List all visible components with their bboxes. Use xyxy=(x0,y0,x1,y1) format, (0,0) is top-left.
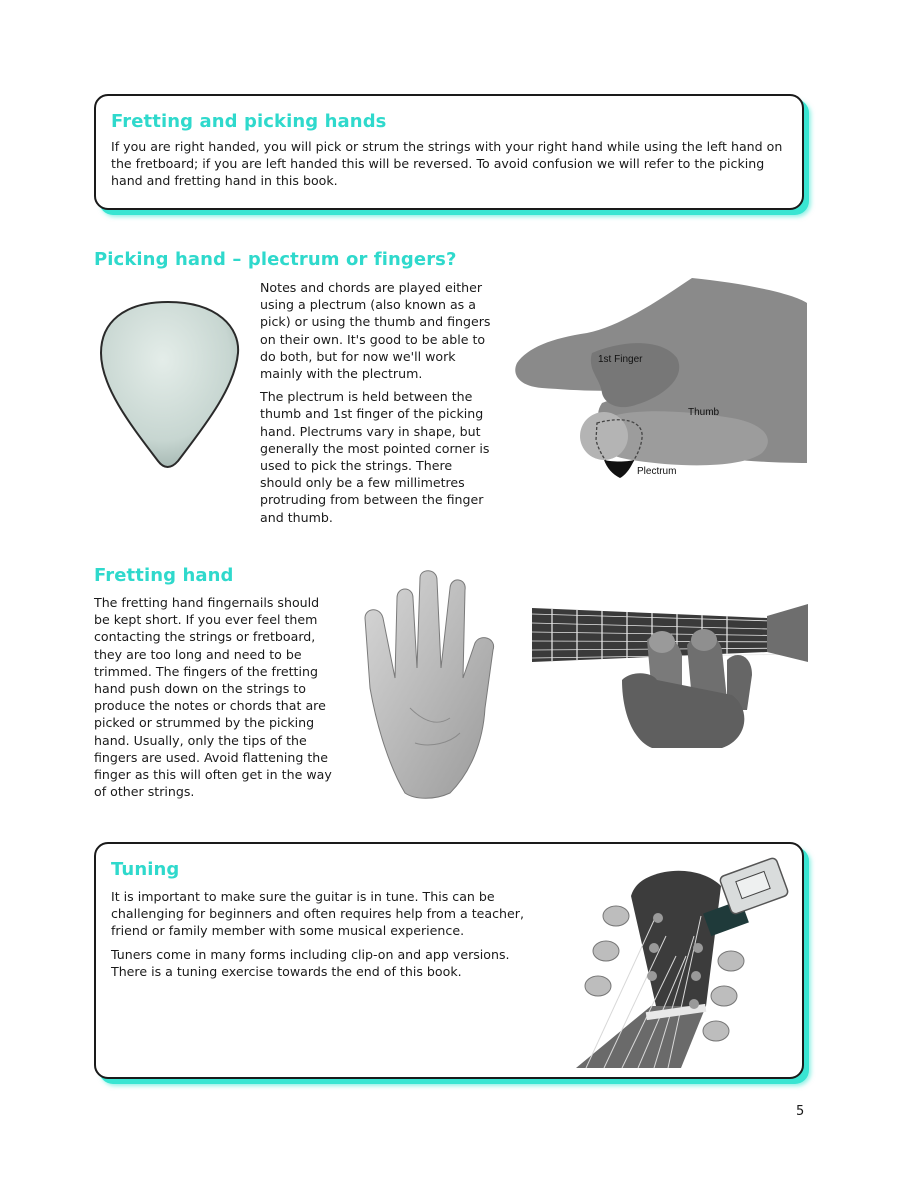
plectrum-illustration xyxy=(98,298,243,470)
fretting-heading: Fretting hand xyxy=(94,565,234,586)
tuning-box xyxy=(94,842,804,1079)
picking-heading: Picking hand – plectrum or fingers? xyxy=(94,249,457,270)
fretting-text xyxy=(94,594,334,800)
box1-heading: Fretting and picking hands xyxy=(111,111,387,132)
tuning-para-2: Tuners come in many forms including clip-on and app versions. There is a tuning exercise towards the end of this book. xyxy=(111,946,510,979)
open-hand-illustration xyxy=(355,568,505,800)
fretting-picking-box xyxy=(94,94,804,210)
fretting-para: The fretting hand fingernails should be kept short. If you ever feel them contacting the strings or fretboard, they are too long and need to be trimmed. The fingers of the fretting hand push down on the strings to produce the notes or chords that are picked or strummed by the picking hand. Usually, only the tips of the fingers are used. Avoid flattening the finger as this will often get in the way of other strings. xyxy=(94,595,332,800)
tuning-para-1: It is important to make sure the guitar is in tune. This can be challenging for beginners and often requires help from a teacher, friend or family member with some musical experience. xyxy=(111,889,524,939)
tuning-heading: Tuning xyxy=(111,859,180,880)
picking-para-1: Notes and chords are played either using a plectrum (also known as a pick) or using the thumb and fingers on their own. It's good to be able to do both, but for now we'll work mainly with the plectrum. xyxy=(260,280,491,382)
box1-text: If you are right handed, you will pick or strum the strings with your right hand while using the left hand on the fretboard; if you are left handed this will be reversed. To avoid confusion we will refer to the picking hand and fretting hand in this book. xyxy=(111,139,783,189)
fretboard-hand-illustration xyxy=(532,600,808,750)
picking-text xyxy=(260,279,495,526)
picking-para-2: The plectrum is held between the thumb and 1st finger of the picking hand. Plectrums vary in shape, but generally the most pointed corner is used to pick the strings. There should only be a few millimetres protruding from between the finger and thumb. xyxy=(260,389,490,525)
picking-hand-illustration xyxy=(512,278,807,488)
label-1st-finger: 1st Finger xyxy=(598,354,643,365)
label-plectrum: Plectrum xyxy=(637,466,677,477)
headstock-tuner-illustration xyxy=(576,856,801,1068)
page-number: 5 xyxy=(796,1104,805,1119)
label-thumb: Thumb xyxy=(688,407,720,418)
